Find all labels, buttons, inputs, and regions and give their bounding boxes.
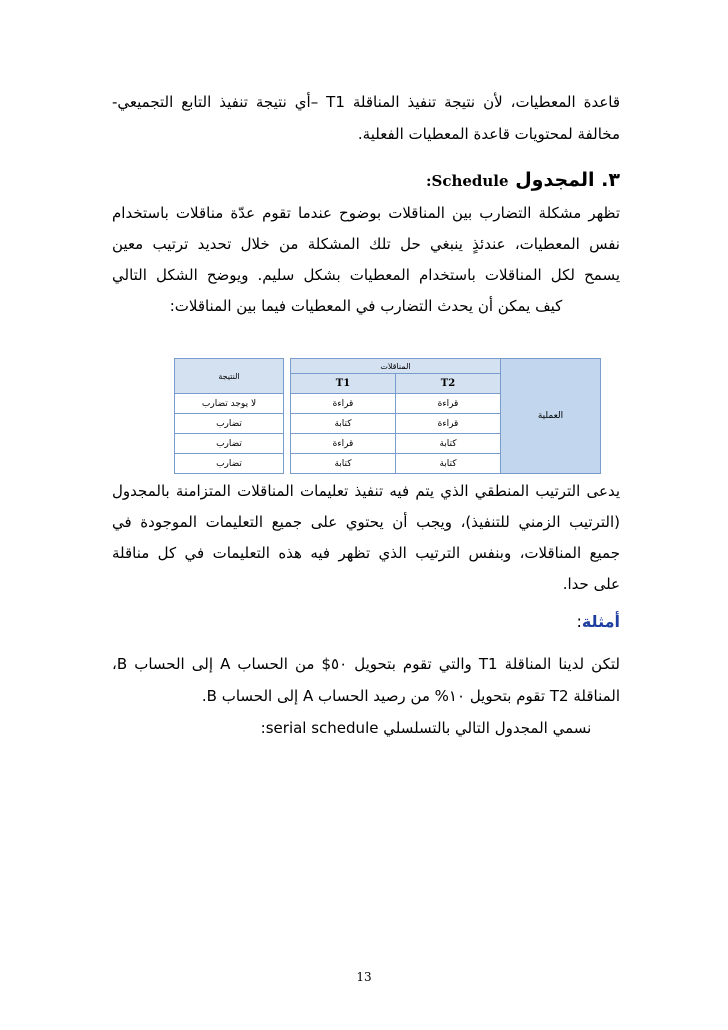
examples-label-text: أمثلة [581,612,620,631]
t2-cell: قراءة [396,414,501,434]
text-line: المناقلة T2 تقوم بتحويل ١٠% من رصيد الحساب A إلى الحساب B. [201,687,620,705]
text-line: جميع المناقلات، وبنفس الترتيب الذي تظهر فيه هذه التعليمات في كل مناقلة [112,544,620,562]
text-line: نفس المعطيات، عندئذٍ ينبغي حل تلك المشكلة من خلال تحديد ترتيب معين [112,235,620,253]
text-line: لتكن لدينا المناقلة T1 والتي تقوم بتحويل ٥٠$ من الحساب A إلى الحساب B، [112,655,620,673]
operation-header: العملية [501,359,601,474]
examples-heading [112,612,620,631]
result-cell: لا يوجد تضارب [175,394,284,414]
t1-cell: قراءة [291,434,396,454]
text-line: تظهر مشكلة التضارب بين المناقلات بوضوح عندما تقوم عدّة مناقلات باستخدام [112,204,620,222]
result-cell: تضارب [175,414,284,434]
text-line: كيف يمكن أن يحدث التضارب في المعطيات فيما بين المناقلات: [169,297,563,315]
t2-cell: كتابة [396,434,501,454]
result-cell: تضارب [175,434,284,454]
t2-cell: قراءة [396,394,501,414]
result-cell: تضارب [175,454,284,474]
t1-header: T1 [291,374,396,394]
text-line: قاعدة المعطيات، لأن نتيجة تنفيذ المناقلة T1 –أي نتيجة تنفيذ التابع التجميعي- [112,93,621,111]
heading-english-term: Schedule [431,172,509,190]
t1-cell: كتابة [291,414,396,434]
text-line: يدعى الترتيب المنطقي الذي يتم فيه تنفيذ تعليمات المناقلات المتزامنة بالمجدول [112,482,620,500]
transactions-header: المناقلات [291,359,501,374]
t1-cell: قراءة [291,394,396,414]
heading-number: ٣. [601,169,620,191]
t1-cell: كتابة [291,454,396,474]
text-line: نسمي المجدول التالي بالتسلسلي serial schedule: [260,719,592,737]
result-header: النتيجة [175,359,284,394]
text-line: يسمح لكل المناقلات باستخدام المعطيات بشكل سليم. ويوضح الشكل التالي [112,266,620,284]
column-gap [284,359,291,474]
section-heading-schedule [112,164,620,197]
paragraph-schedule-definition [112,476,620,600]
text-line: مخالفة لمحتويات قاعدة المعطيات الفعلية. [357,125,620,143]
heading-colon: : [425,172,432,190]
paragraph-database-result [112,86,620,150]
text-line: على حدا. [562,575,620,593]
paragraph-example [112,648,620,744]
examples-colon: : [576,612,582,631]
conflict-table [174,358,601,474]
t2-cell: كتابة [396,454,501,474]
t2-header: T2 [396,374,501,394]
heading-title: المجدول [515,169,595,191]
page-number: 13 [356,970,372,984]
paragraph-conflict-problem [112,198,620,322]
text-line: (الترتيب الزمني للتنفيذ)، ويجب أن يحتوي على جميع التعليمات الموجودة في [112,513,620,531]
